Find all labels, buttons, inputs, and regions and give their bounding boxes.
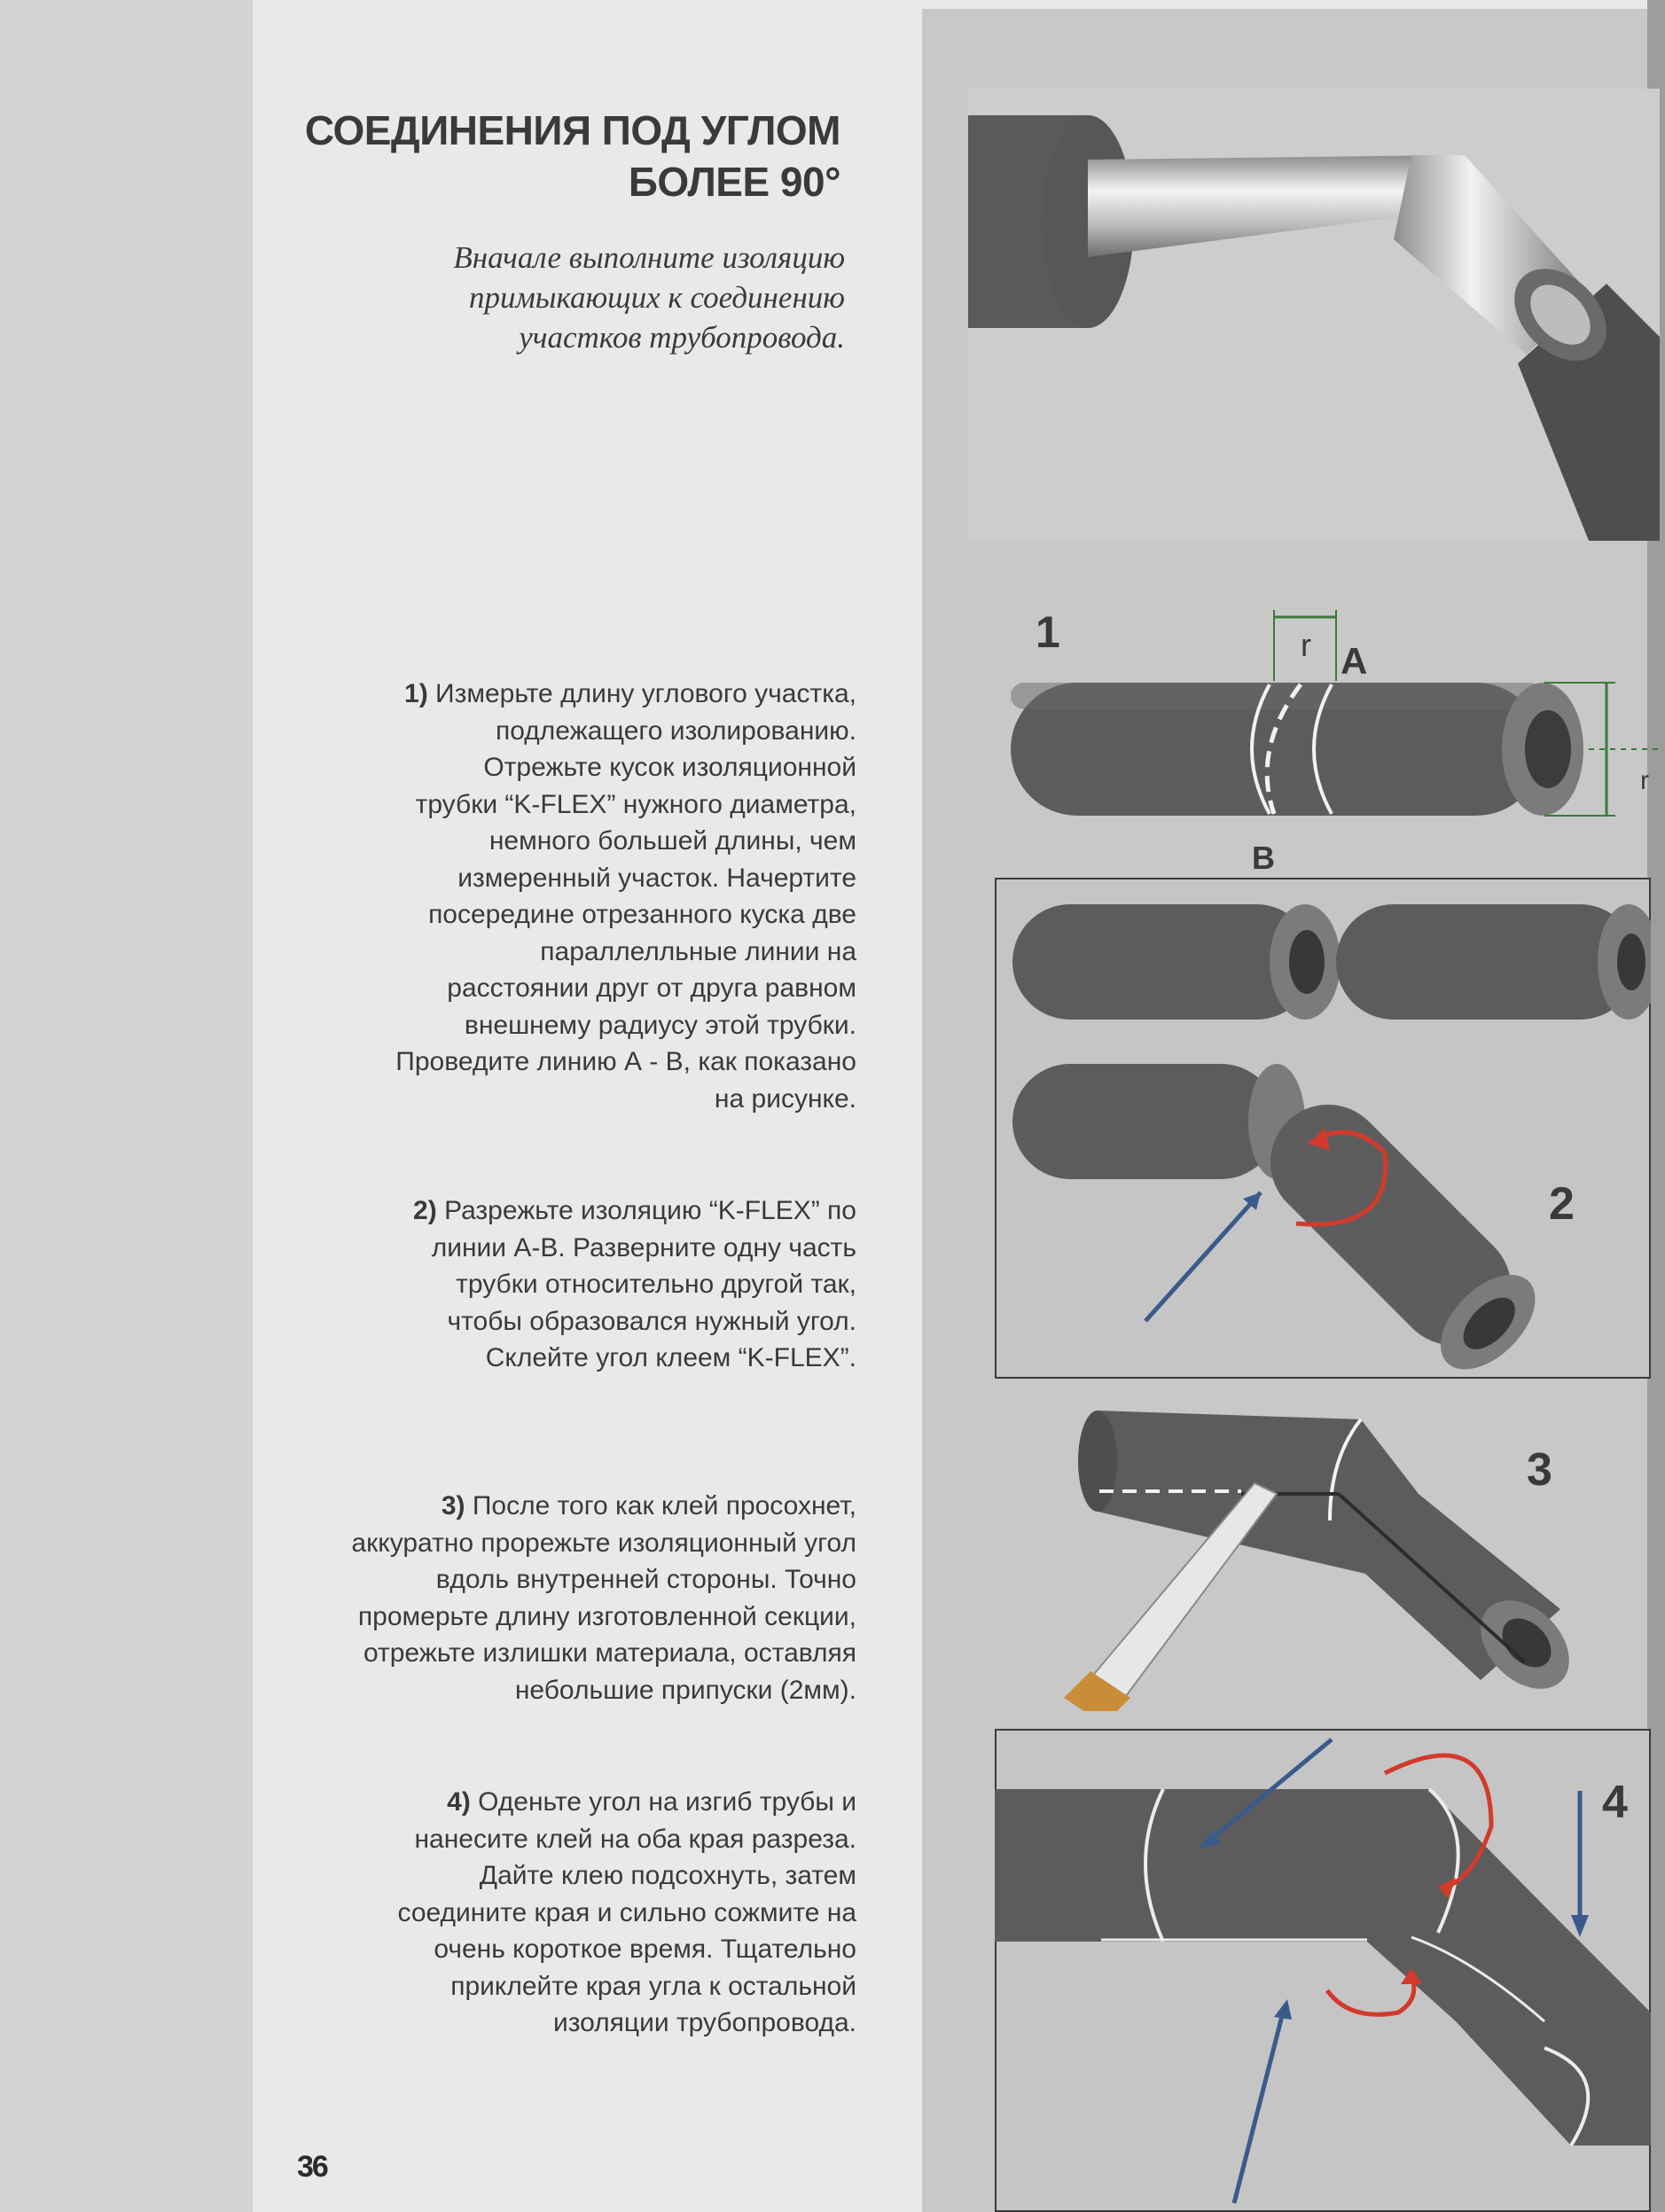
label-r-top: r xyxy=(1301,627,1311,663)
figure-4 xyxy=(995,1729,1651,2212)
step-1-text: Измерьте длину углового участка, подлежащего изолированию. Отрежьте кусок изоляционной трубки “K-FLEX” нужного диаметра, немного большей длины, чем измеренный участок. Начертите посередине отрезанного куска две параллелльные линии на расстоянии друг от друга равном внешнему радиусу этой трубки. Проведите линию А - В, как показано на рисунке. xyxy=(395,679,856,1114)
intro-line-2: примыкающих к соединению xyxy=(468,280,845,315)
label-point-b: B xyxy=(1252,840,1275,876)
figure-3-number: 3 xyxy=(1527,1444,1552,1496)
intro-text xyxy=(348,238,845,357)
step-3-number: 3) xyxy=(441,1491,465,1520)
label-point-a: A xyxy=(1341,640,1368,682)
step-4 xyxy=(360,1784,856,2042)
intro-line-1: Вначале выполните изоляцию xyxy=(453,240,845,275)
pipe-bend-photo xyxy=(968,89,1660,541)
figure-1 xyxy=(968,592,1660,885)
figure-2-number: 2 xyxy=(1549,1178,1575,1230)
step-1 xyxy=(395,676,856,1117)
page-number: 36 xyxy=(297,2150,327,2184)
figure-1-number: 1 xyxy=(1036,607,1060,657)
intro-line-3: участков трубопровода. xyxy=(519,320,845,355)
step-1-number: 1) xyxy=(404,679,428,708)
page-title xyxy=(305,105,840,207)
title-line-1: СОЕДИНЕНИЯ ПОД УГЛОМ xyxy=(304,107,840,153)
label-r-side: r xyxy=(1640,766,1649,795)
step-3-text: После того как клей просохнет, аккуратно прорежьте изоляционный угол вдоль внутренней стороны. Точно промерьте длину изготовленной секции, отрежьте излишки материала, оставляя небольшие припуски (2мм). xyxy=(351,1491,856,1705)
step-4-number: 4) xyxy=(447,1787,471,1817)
title-line-2: БОЛЕЕ 90° xyxy=(628,159,840,205)
left-margin-band xyxy=(0,0,253,2212)
step-2-number: 2) xyxy=(413,1196,437,1225)
figure-2 xyxy=(995,878,1651,1379)
step-2 xyxy=(395,1192,856,1377)
figure-4-number: 4 xyxy=(1602,1777,1628,1828)
step-4-text: Оденьте угол на изгиб трубы и нанесите клей на оба края разреза. Дайте клею подсохнуть, затем соедините края и сильно сожмите на очень короткое время. Тщательно приклейте края угла к остальной изоляции трубопровода. xyxy=(397,1787,856,2037)
step-2-text: Разрежьте изоляцию “K-FLEX” по линии А-В. Разверните одну часть трубки относительно другой так, чтобы образовался нужный угол. Склейте угол клеем “K-FLEX”. xyxy=(431,1196,856,1372)
figure-3 xyxy=(1064,1405,1649,1711)
step-3 xyxy=(333,1488,856,1708)
